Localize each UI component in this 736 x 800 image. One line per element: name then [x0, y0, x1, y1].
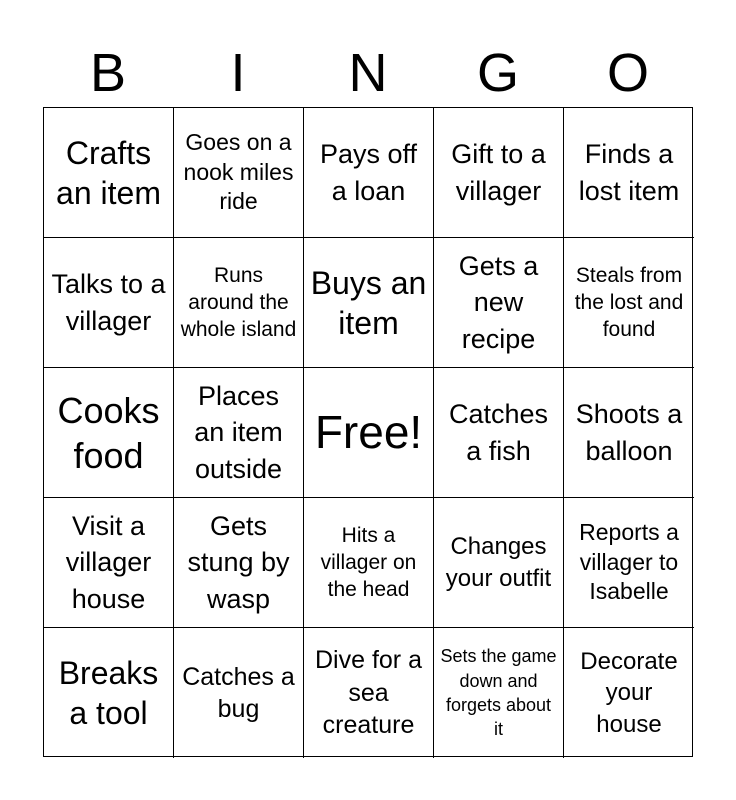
- header-letter-b: B: [89, 43, 127, 103]
- bingo-cell[interactable]: Cooks food: [44, 368, 174, 498]
- bingo-cell[interactable]: Changes your outfit: [434, 498, 564, 628]
- bingo-cell[interactable]: Reports a villager to Isabelle: [564, 498, 694, 628]
- bingo-cell[interactable]: Visit a villager house: [44, 498, 174, 628]
- bingo-cell[interactable]: Gets a new recipe: [434, 238, 564, 368]
- free-space-cell[interactable]: Free!: [304, 368, 434, 498]
- bingo-cell[interactable]: Steals from the lost and found: [564, 238, 694, 368]
- header-letter-o: O: [606, 43, 649, 103]
- bingo-cell[interactable]: Talks to a villager: [44, 238, 174, 368]
- bingo-cell[interactable]: Hits a villager on the head: [304, 498, 434, 628]
- bingo-cell[interactable]: Buys an item: [304, 238, 434, 368]
- bingo-board: [43, 107, 693, 757]
- bingo-cell[interactable]: Gift to a villager: [434, 108, 564, 238]
- bingo-cell[interactable]: Gets stung by wasp: [174, 498, 304, 628]
- bingo-cell[interactable]: Shoots a balloon: [564, 368, 694, 498]
- bingo-cell[interactable]: Finds a lost item: [564, 108, 694, 238]
- bingo-cell[interactable]: Decorate your house: [580, 648, 678, 738]
- bingo-cell[interactable]: Crafts an item: [44, 108, 174, 238]
- bingo-cell[interactable]: Runs around the whole island: [174, 238, 304, 368]
- bingo-cell[interactable]: Breaks a tool: [44, 628, 174, 758]
- bingo-header: [43, 38, 693, 108]
- header-letter-n: N: [348, 43, 388, 103]
- bingo-cell[interactable]: Places an item outside: [174, 368, 304, 498]
- bingo-cell[interactable]: Goes on a nook miles ride: [174, 108, 304, 238]
- bingo-cell[interactable]: Catches a bug: [174, 628, 304, 758]
- header-letter-g: G: [476, 43, 519, 103]
- header-letter-i: I: [230, 43, 246, 103]
- bingo-cell[interactable]: Catches a fish: [434, 368, 564, 498]
- bingo-cell[interactable]: Dive for a sea creature: [304, 628, 434, 758]
- bingo-cell[interactable]: Sets the game down and forgets about it: [434, 628, 564, 758]
- bingo-cell[interactable]: Pays off a loan: [304, 108, 434, 238]
